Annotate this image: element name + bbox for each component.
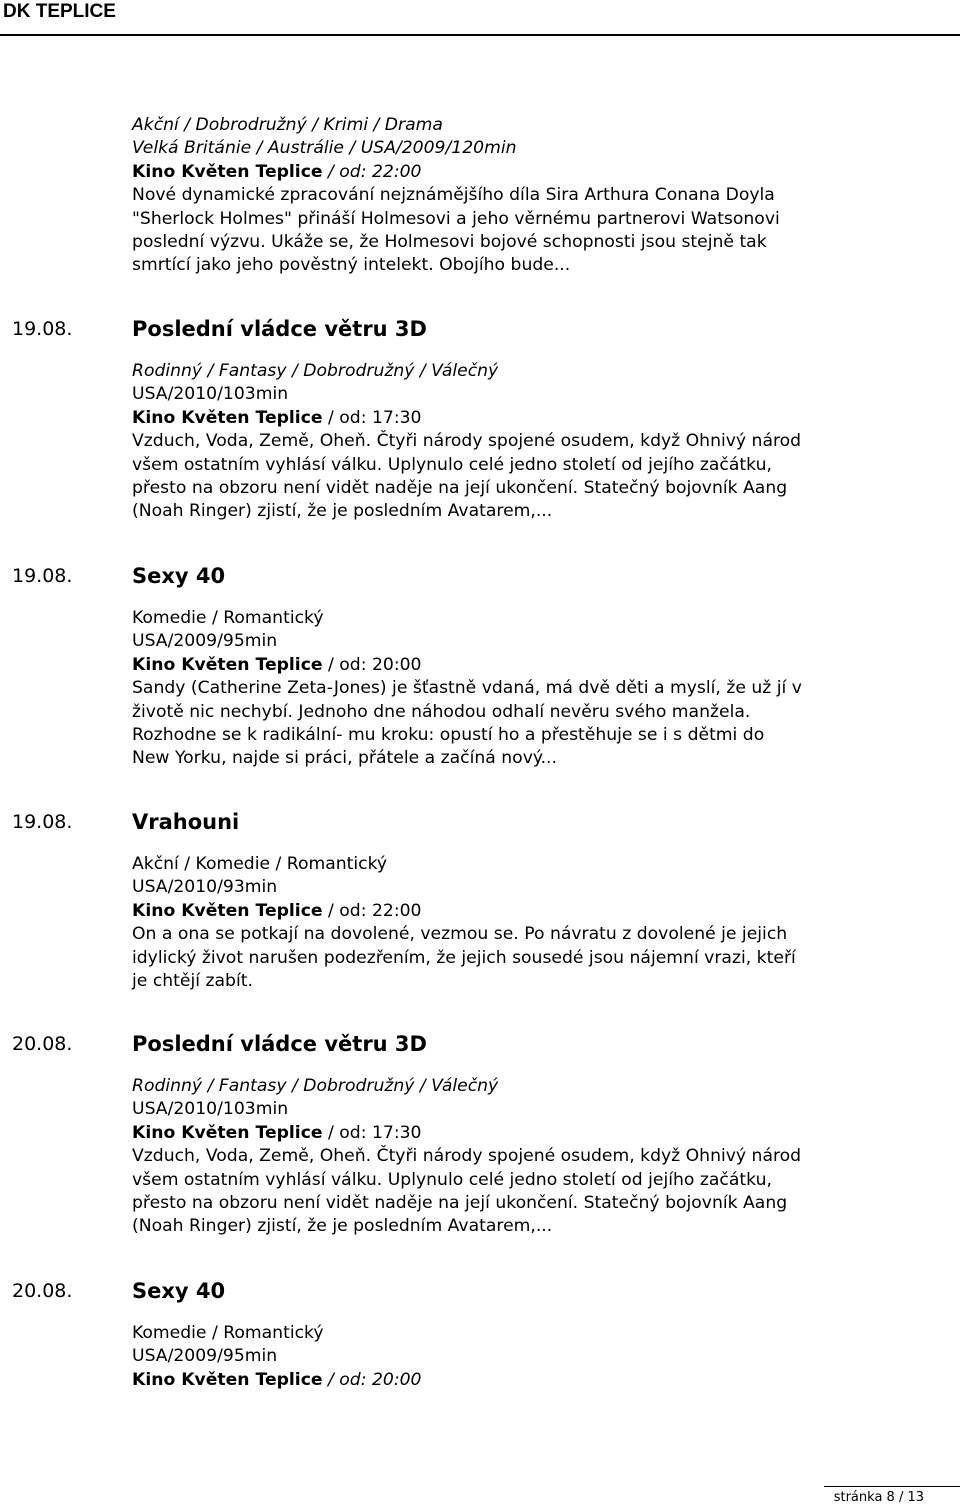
film-description-line: životě nic nechybí. Jednoho dne náhodou odhalí nevěru svého manžela. bbox=[132, 701, 751, 722]
film-origin: USA/2009/95min bbox=[132, 631, 278, 652]
film-origin: Velká Británie / Austrálie / USA/2009/120min bbox=[132, 138, 517, 159]
film-title: Sexy 40 bbox=[132, 564, 226, 588]
film-description-line: idylický život narušen podezřením, že jejich sousedé jsou nájemní vrazi, kteří bbox=[132, 947, 796, 968]
film-description-line: přesto na obzoru není vidět naděje na její ukončení. Statečný bojovník Aang bbox=[132, 478, 788, 499]
film-genre: Rodinný / Fantasy / Dobrodružný / Válečný bbox=[132, 1076, 499, 1096]
film-date: 20.08. bbox=[12, 1280, 73, 1302]
film-description-line: Vzduch, Voda, Země, Oheň. Čtyři národy spojené osudem, když Ohnivý národ bbox=[132, 1146, 802, 1167]
film-title: Poslední vládce větru 3D bbox=[132, 317, 427, 341]
film-origin: USA/2009/95min bbox=[132, 1346, 278, 1367]
film-origin: USA/2010/103min bbox=[132, 384, 289, 405]
film-description-line: (Noah Ringer) zjistí, že je posledním Avatarem,... bbox=[132, 501, 553, 522]
film-date: 19.08. bbox=[12, 565, 73, 587]
film-description-line: (Noah Ringer) zjistí, že je posledním Avatarem,... bbox=[132, 1216, 553, 1237]
film-description-line: smrtící jako jeho pověstný intelekt. Obojího bude... bbox=[132, 255, 571, 276]
film-description-line: Nové dynamické zpracování nejznámějšího díla Sira Arthura Conana Doyla bbox=[132, 185, 775, 206]
film-genre: Komedie / Romantický bbox=[132, 1323, 324, 1343]
film-description-line: přesto na obzoru není vidět naděje na její ukončení. Statečný bojovník Aang bbox=[132, 1193, 788, 1214]
show-time: / od: 22:00 bbox=[322, 900, 422, 921]
show-time: / od: 22:00 bbox=[322, 161, 422, 182]
film-title: Vrahouni bbox=[132, 810, 240, 834]
cinema-name: Kino Květen Teplice bbox=[132, 1369, 323, 1390]
film-origin: USA/2010/103min bbox=[132, 1099, 289, 1120]
film-genre: Akční / Komedie / Romantický bbox=[132, 854, 388, 874]
film-genre: Rodinný / Fantasy / Dobrodružný / Válečný bbox=[132, 361, 499, 381]
film-cinema bbox=[132, 1122, 932, 1145]
film-cinema bbox=[132, 1369, 932, 1392]
film-description-line: Rozhodne se k radikální- mu kroku: opustí ho a přestěhuje se i s dětmi do bbox=[132, 725, 765, 746]
page-number: stránka 8 / 13 bbox=[833, 1490, 924, 1505]
film-description-line: všem ostatním vyhlásí válku. Uplynulo celé jedno století od jejího začátku, bbox=[132, 454, 772, 475]
show-time: / od: 17:30 bbox=[322, 407, 422, 428]
film-origin: USA/2010/93min bbox=[132, 877, 278, 898]
film-genre: Akční / Dobrodružný / Krimi / Drama bbox=[132, 115, 443, 135]
film-description-line: New Yorku, najde si práci, přátele a začíná nový... bbox=[132, 748, 557, 769]
cinema-name: Kino Květen Teplice bbox=[132, 407, 323, 428]
header-divider bbox=[0, 34, 960, 36]
cinema-name: Kino Květen Teplice bbox=[132, 900, 323, 921]
film-date: 20.08. bbox=[12, 1033, 73, 1055]
film-description-line: je chtějí zabít. bbox=[132, 971, 253, 992]
show-time: / od: 17:30 bbox=[322, 1122, 422, 1143]
show-time: / od: 20:00 bbox=[322, 654, 422, 675]
header-title: DK TEPLICE bbox=[3, 1, 116, 22]
film-description-line: On a ona se potkají na dovolené, vezmou se. Po návratu z dovolené je jejich bbox=[132, 924, 788, 945]
show-time: / od: 20:00 bbox=[322, 1369, 422, 1390]
cinema-name: Kino Květen Teplice bbox=[132, 1122, 323, 1143]
cinema-name: Kino Květen Teplice bbox=[132, 161, 323, 182]
footer-divider bbox=[824, 1486, 960, 1487]
film-date: 19.08. bbox=[12, 811, 73, 833]
cinema-name: Kino Květen Teplice bbox=[132, 654, 323, 675]
film-description-line: poslední výzvu. Ukáže se, že Holmesovi bojové schopnosti jsou stejně tak bbox=[132, 232, 767, 253]
film-cinema bbox=[132, 161, 932, 184]
film-description-line: všem ostatním vyhlásí válku. Uplynulo celé jedno století od jejího začátku, bbox=[132, 1169, 772, 1190]
film-title: Poslední vládce větru 3D bbox=[132, 1032, 427, 1056]
film-date: 19.08. bbox=[12, 318, 73, 340]
film-cinema bbox=[132, 900, 932, 923]
film-genre: Komedie / Romantický bbox=[132, 608, 324, 628]
film-cinema bbox=[132, 407, 932, 430]
page-header bbox=[0, 0, 960, 36]
film-description-line: "Sherlock Holmes" přináší Holmesovi a jeho věrnému partnerovi Watsonovi bbox=[132, 208, 780, 229]
film-title: Sexy 40 bbox=[132, 1279, 226, 1303]
film-cinema bbox=[132, 654, 932, 677]
film-description-line: Vzduch, Voda, Země, Oheň. Čtyři národy spojené osudem, když Ohnivý národ bbox=[132, 431, 802, 452]
film-description-line: Sandy (Catherine Zeta-Jones) je šťastně vdaná, má dvě děti a myslí, že už jí v bbox=[132, 678, 802, 699]
